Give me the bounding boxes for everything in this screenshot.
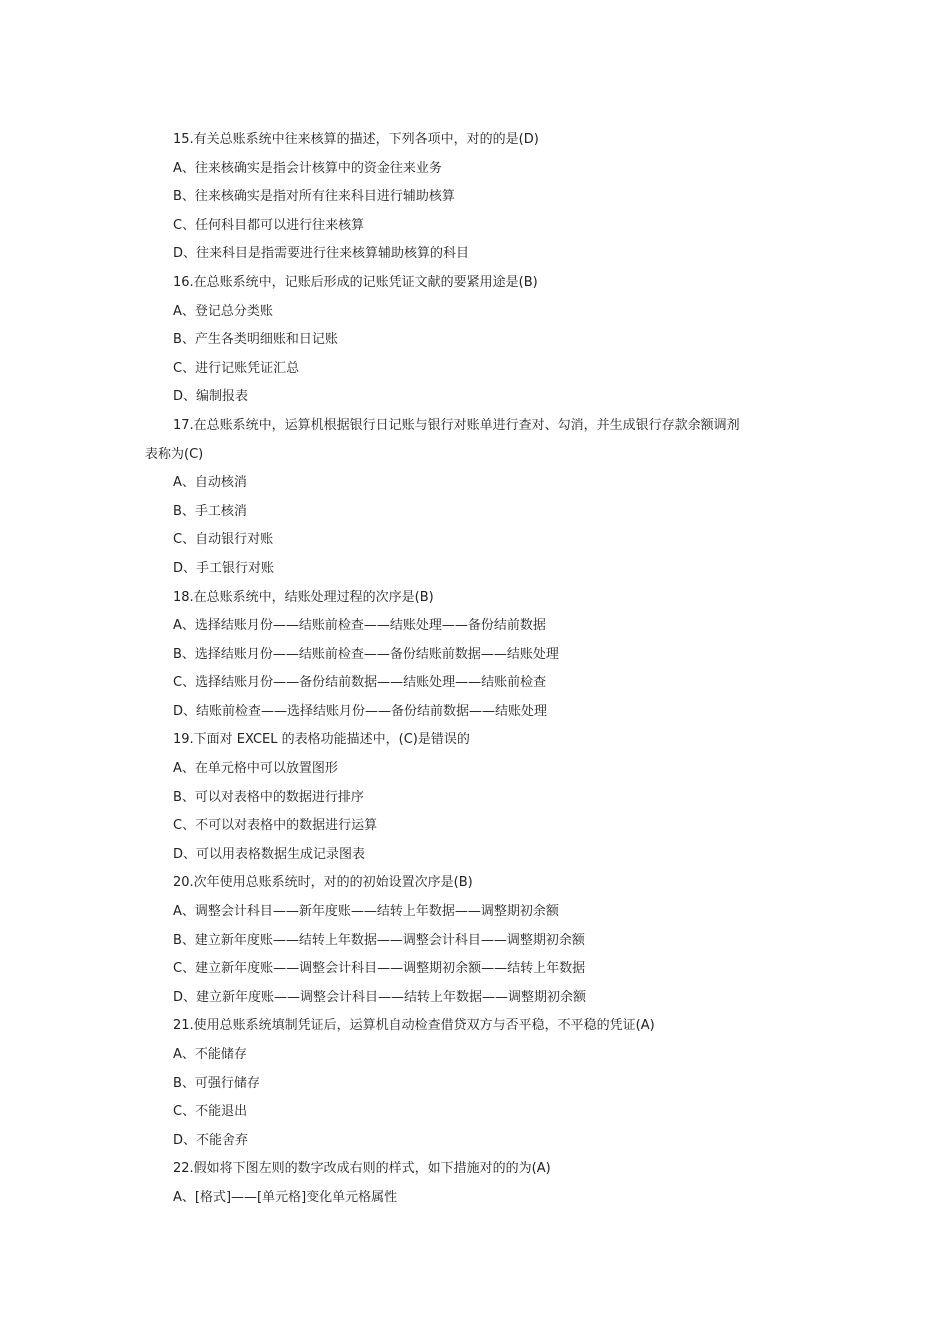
option-b: B、选择结账月份——结账前检查——备份结账前数据——结账处理 <box>173 646 559 662</box>
option-a: A、调整会计科目——新年度账——结转上年数据——调整期初余额 <box>173 904 559 920</box>
option-b: B、往来核确实是指对所有往来科目进行辅助核算 <box>173 189 455 205</box>
option-a: A、[格式]——[单元格]变化单元格属性 <box>173 1189 398 1205</box>
question-stem: 21.使用总账系统填制凭证后，运算机自动检查借贷双方与否平稳，不平稳的凭证(A) <box>173 1018 655 1034</box>
question-20 <box>0 869 950 1012</box>
option-b: B、可强行储存 <box>173 1075 260 1091</box>
option-b: B、可以对表格中的数据进行排序 <box>173 789 364 805</box>
question-15 <box>0 126 950 269</box>
question-16 <box>0 269 950 412</box>
option-c: C、任何科目都可以进行往来核算 <box>173 217 365 233</box>
question-stem: 16.在总账系统中，记账后形成的记账凭证文献的要紧用途是(B) <box>173 274 538 290</box>
option-c: C、选择结账月份——备份结前数据——结账处理——结账前检查 <box>173 675 547 691</box>
option-a: A、自动核消 <box>173 475 247 491</box>
question-17 <box>0 412 950 584</box>
option-c: C、不可以对表格中的数据进行运算 <box>173 818 378 834</box>
option-d: D、结账前检查——选择结账月份——备份结前数据——结账处理 <box>173 703 548 719</box>
option-d: D、往来科目是指需要进行往来核算辅助核算的科目 <box>173 246 470 262</box>
question-stem: 20.次年使用总账系统时，对的的初始设置次序是(B) <box>173 875 473 891</box>
option-b: B、产生各类明细账和日记账 <box>173 332 338 348</box>
option-d: D、手工银行对账 <box>173 560 275 576</box>
option-d: D、编制报表 <box>173 389 249 405</box>
question-stem: 19.下面对 EXCEL 的表格功能描述中，(C)是错误的 <box>173 732 470 748</box>
option-a: A、选择结账月份——结账前检查——结账处理——备份结前数据 <box>173 618 546 634</box>
question-stem: 18.在总账系统中，结账处理过程的次序是(B) <box>173 589 434 605</box>
question-18 <box>0 584 950 727</box>
option-a: A、不能储存 <box>173 1047 247 1062</box>
option-a: A、登记总分类账 <box>173 303 273 319</box>
document-page <box>0 126 950 1213</box>
option-d: D、建立新年度账——调整会计科目——结转上年数据——调整期初余额 <box>173 989 587 1005</box>
option-c: C、不能退出 <box>173 1104 248 1120</box>
option-b: B、建立新年度账——结转上年数据——调整会计科目——调整期初余额 <box>173 932 585 948</box>
option-b: B、手工核消 <box>173 503 247 519</box>
question-21 <box>0 1012 950 1155</box>
question-22 <box>0 1155 950 1212</box>
option-c: C、自动银行对账 <box>173 532 274 548</box>
option-c: C、进行记账凭证汇总 <box>173 360 300 376</box>
option-d: D、不能舍弃 <box>173 1132 249 1148</box>
option-a: A、在单元格中可以放置图形 <box>173 761 338 777</box>
option-d: D、可以用表格数据生成记录图表 <box>173 846 366 862</box>
option-a: A、往来核确实是指会计核算中的资金往来业务 <box>173 160 442 176</box>
option-c: C、建立新年度账——调整会计科目——调整期初余额——结转上年数据 <box>173 961 586 977</box>
question-stem-continued: 表称为(C) <box>145 446 204 462</box>
question-stem: 22.假如将下图左则的数字改成右则的样式，如下措施对的的为(A) <box>173 1161 551 1177</box>
question-stem: 17.在总账系统中，运算机根据银行日记账与银行对账单进行查对、勾消，并生成银行存款余额调剂 <box>173 417 740 433</box>
question-19 <box>0 726 950 869</box>
question-stem: 15.有关总账系统中往来核算的描述，下列各项中，对的的是(D) <box>173 132 539 147</box>
